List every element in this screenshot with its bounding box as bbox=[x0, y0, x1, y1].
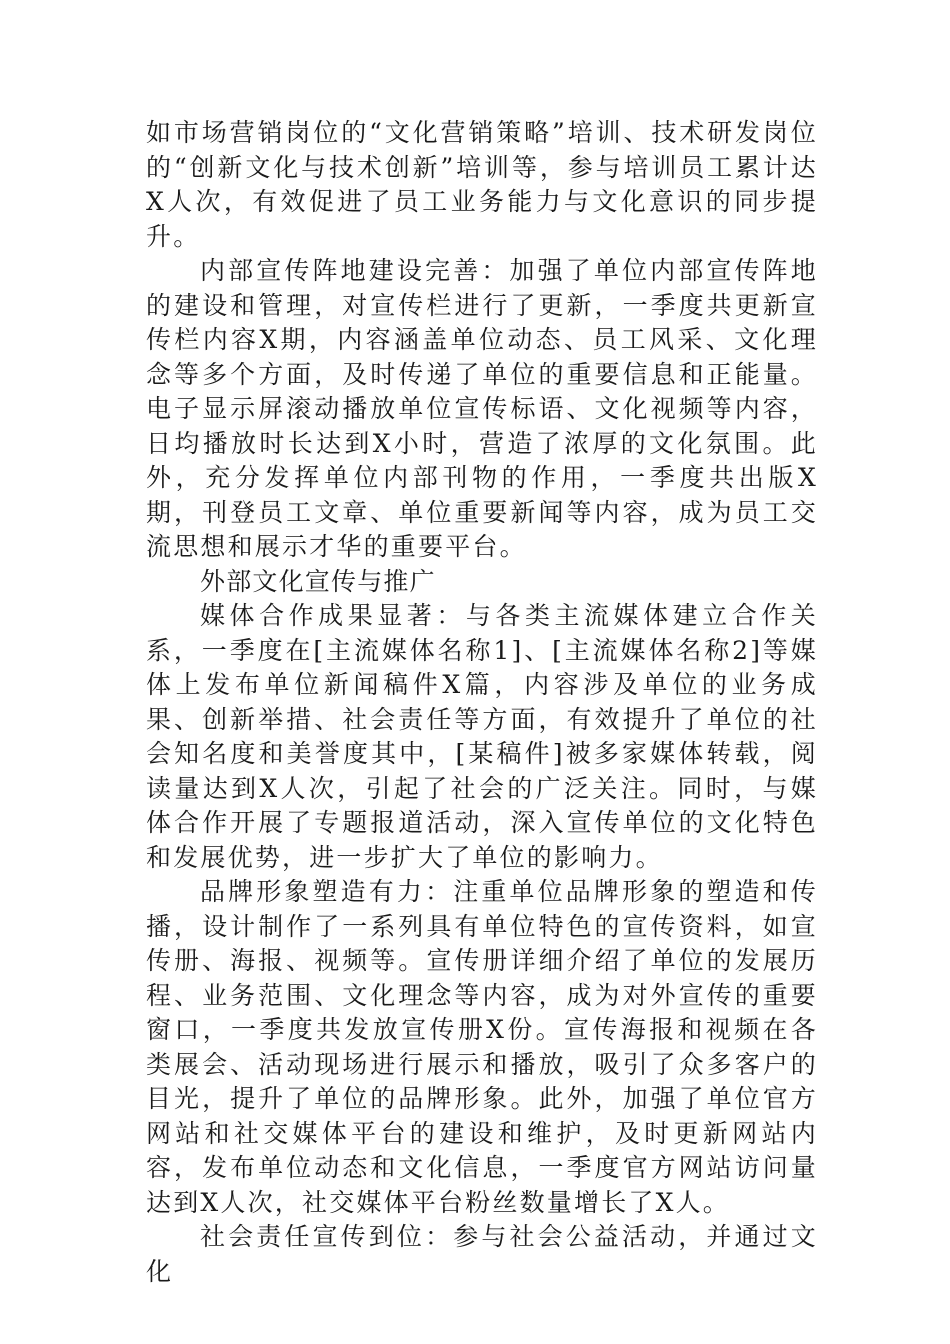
paragraph-internal-publicity: 内部宣传阵地建设完善：加强了单位内部宣传阵地的建设和管理，对宣传栏进行了更新，一季度共更新宣传栏内容X期，内容涵盖单位动态、员工风采、文化理念等多个方面，及时传递了单位的重要信息和正能量。电子显示屏滚动播放单位宣传标语、文化视频等内容，日均播放时长达到X小时，营造了浓厚的文化氛围。此外，充分发挥单位内部刊物的作用，一季度共出版X期，刊登员工文章、单位重要新闻等内容，成为员工交流思想和展示才华的重要平台。 bbox=[146, 256, 818, 561]
paragraph-training-continuation: 如市场营销岗位的“文化营销策略”培训、技术研发岗位的“创新文化与技术创新”培训等，参与培训员工累计达X人次，有效促进了员工业务能力与文化意识的同步提升。 bbox=[146, 118, 818, 251]
paragraph-social-responsibility: 社会责任宣传到位：参与社会公益活动，并通过文化 bbox=[146, 1222, 818, 1286]
paragraph-brand-image: 品牌形象塑造有力：注重单位品牌形象的塑造和传播，设计制作了一系列具有单位特色的宣传资料，如宣传册、海报、视频等。宣传册详细介绍了单位的发展历程、业务范围、文化理念等内容，成为对外宣传的重要窗口，一季度共发放宣传册X份。宣传海报和视频在各类展会、活动现场进行展示和播放，吸引了众多客户的目光，提升了单位的品牌形象。此外，加强了单位官方网站和社交媒体平台的建设和维护，及时更新网站内容，发布单位动态和文化信息，一季度官方网站访问量达到X人次，社交媒体平台粉丝数量增长了X人。 bbox=[146, 877, 818, 1217]
section-heading-external-publicity: 外部文化宣传与推广 bbox=[200, 566, 436, 596]
document-body bbox=[146, 116, 818, 1289]
paragraph-media-cooperation: 媒体合作成果显著：与各类主流媒体建立合作关系，一季度在[主流媒体名称1]、[主流媒体名称2]等媒体上发布单位新闻稿件X篇，内容涉及单位的业务成果、创新举措、社会责任等方面，有效提升了单位的社会知名度和美誉度其中，[某稿件]被多家媒体转载，阅读量达到X人次，引起了社会的广泛关注。同时，与媒体合作开展了专题报道活动，深入宣传单位的文化特色和发展优势，进一步扩大了单位的影响力。 bbox=[146, 601, 818, 872]
